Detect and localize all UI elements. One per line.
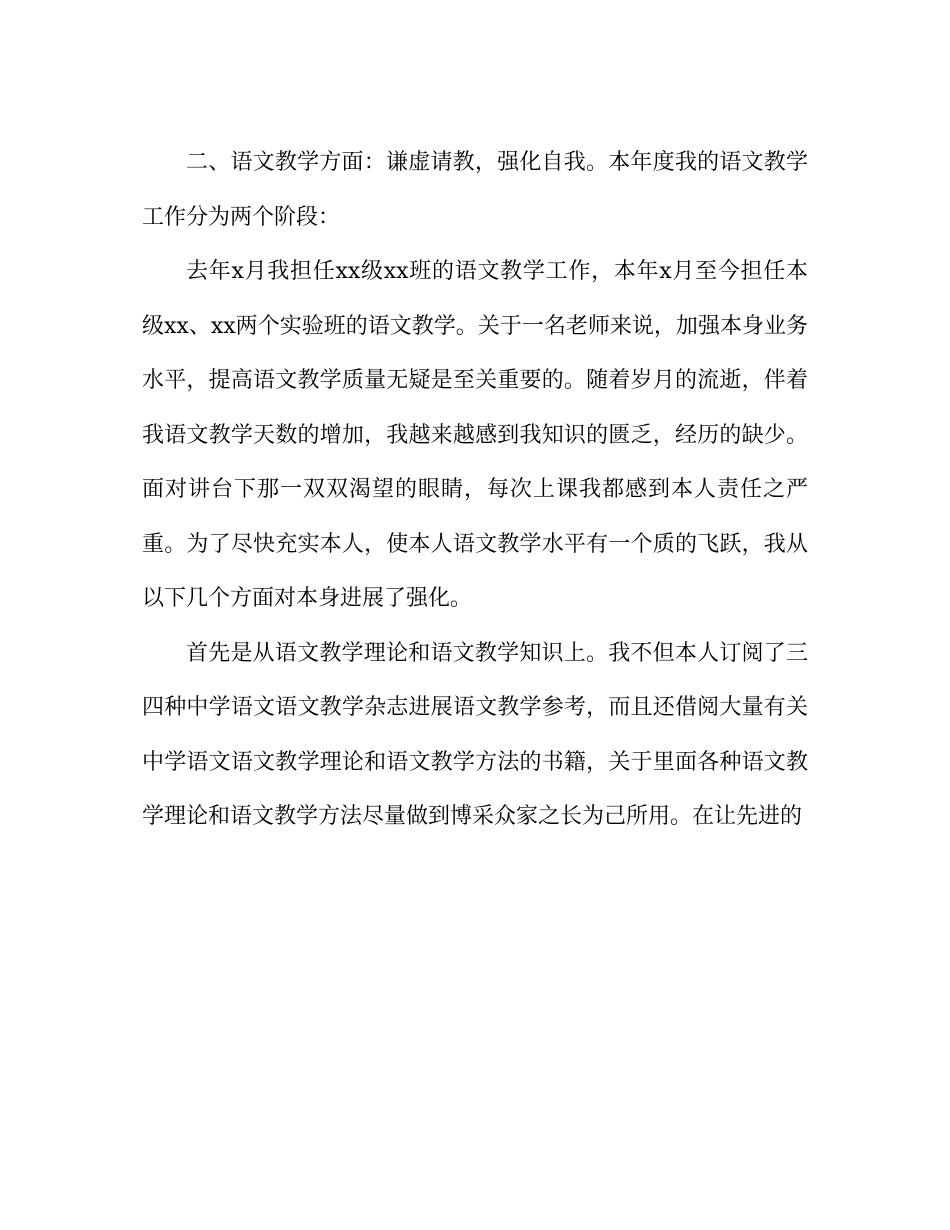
- paragraph-teaching-overview: 二、语文教学方面：谦虚请教，强化自我。本年度我的语文教学工作分为两个阶段：: [142, 150, 808, 230]
- paragraph-teaching-stages: 去年x月我担任xx级xx班的语文教学工作，本年x月至今担任本级xx、xx两个实验班的语文教学。关于一名老师来说，加强本身业务水平，提高语文教学质量无疑是至关重要的。随着岁月的流逝，伴着我语文教学天数的增加，我越来越感到我知识的匮乏，经历的缺少。面对讲台下那一双双渴望的眼睛，每次上课我都感到本人责任之严重。为了尽快充实本人，使本人语文教学水平有一个质的飞跃，我从以下几个方面对本身进展了强化。: [142, 259, 808, 611]
- document-body: [142, 136, 808, 845]
- paragraph-theory-study: 首先是从语文教学理论和语文教学知识上。我不但本人订阅了三四种中学语文语文教学杂志进展语文教学参考，而且还借阅大量有关中学语文语文教学理论和语文教学方法的书籍，关于里面各种语文教学理论和语文教学方法尽量做到博采众家之长为己所用。在让先进的: [142, 640, 808, 829]
